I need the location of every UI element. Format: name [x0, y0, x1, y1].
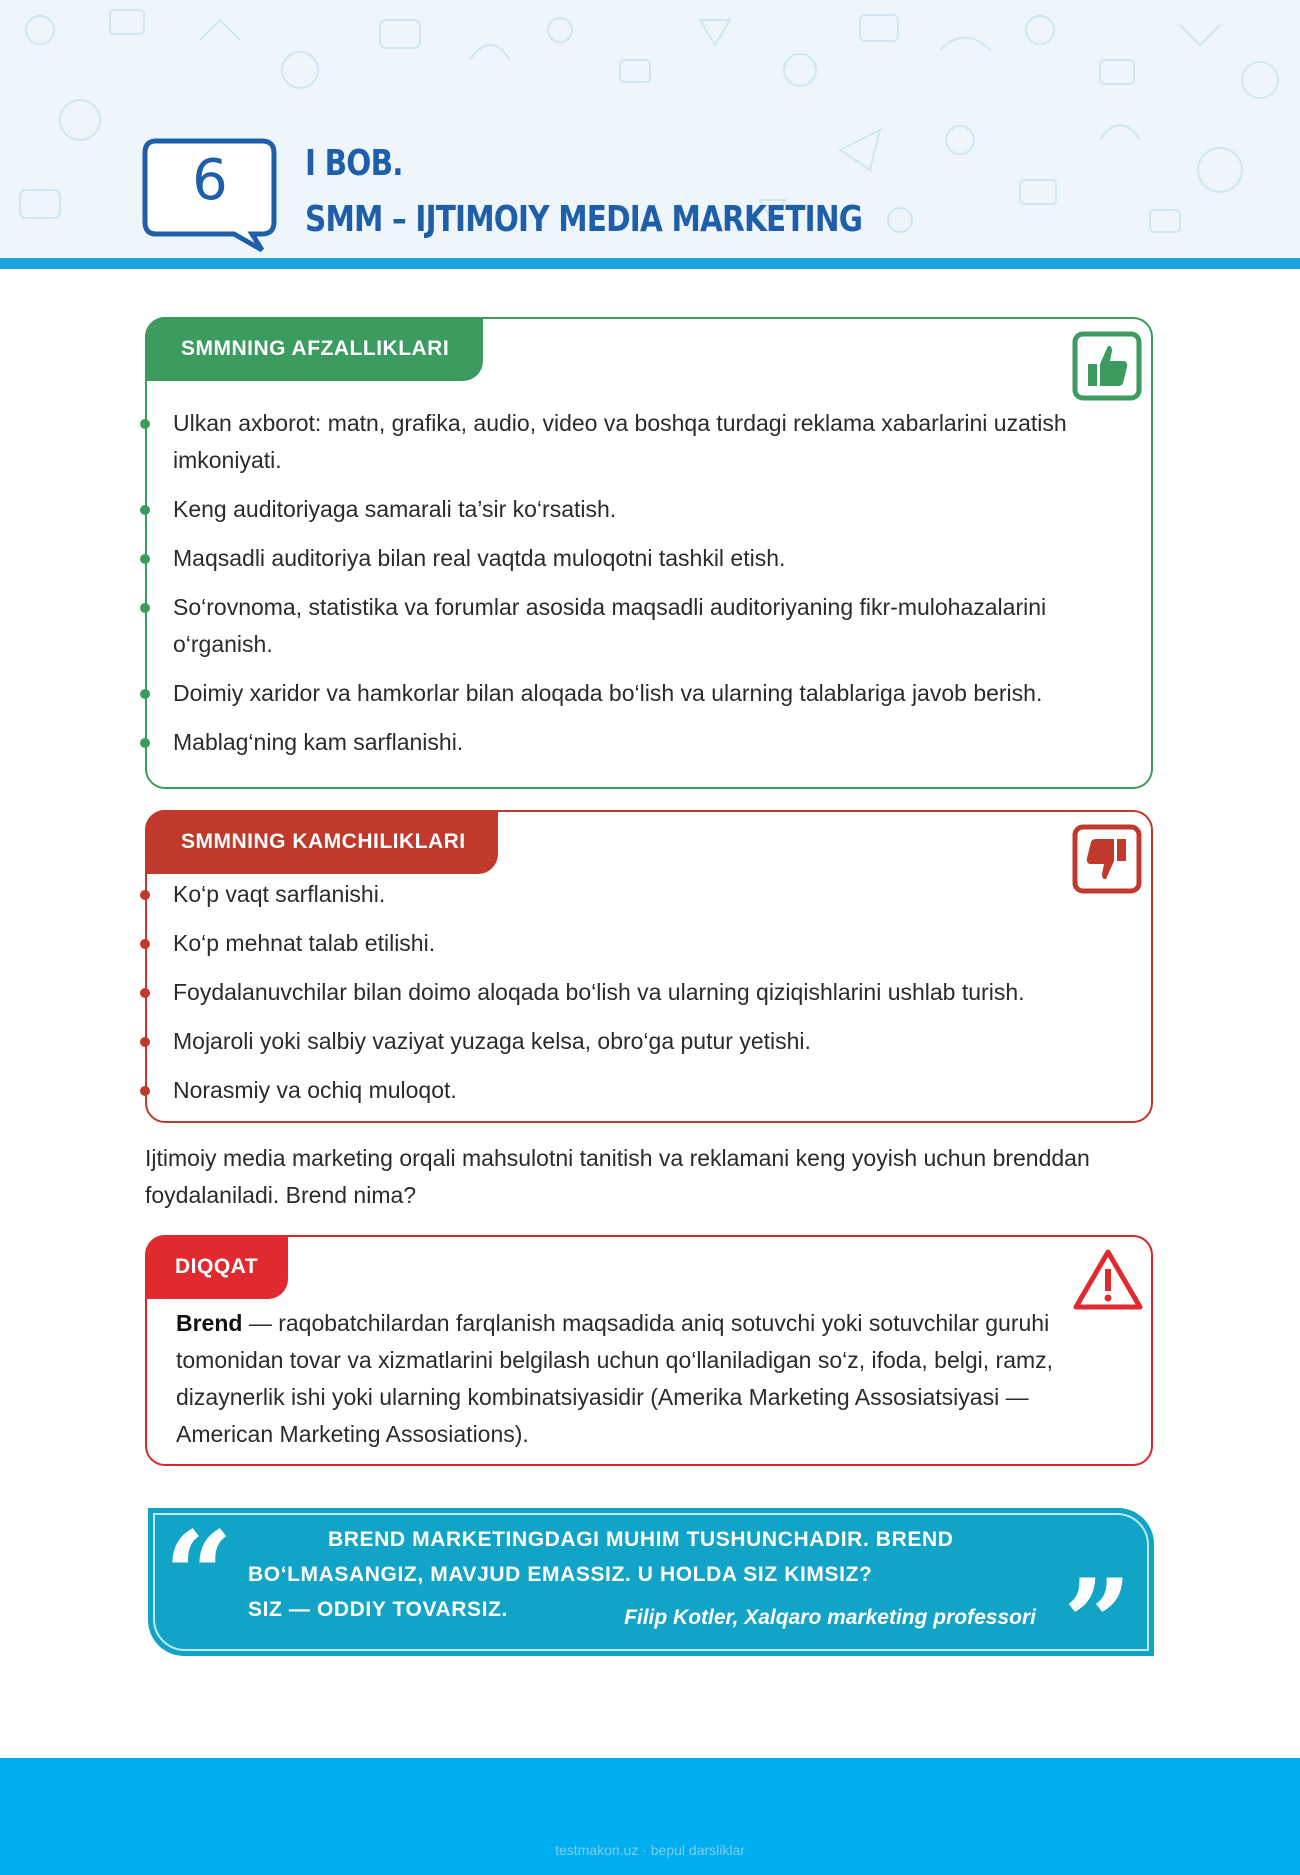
list-item: Ulkan axborot: matn, grafika, audio, video va boshqa turdagi reklama xabarlarini uzatish imkoniyati. — [147, 405, 1121, 479]
list-item: So‘rovnoma, statistika va forumlar asosida maqsadli auditoriyaning fikr-mulohazalarini o‘rganish. — [147, 589, 1121, 663]
disadvantages-panel — [145, 810, 1153, 1123]
close-quote-icon: ” — [1062, 1553, 1132, 1694]
brand-definition-text: — raqobatchilardan farqlanish maqsadida aniq sotuvchi yoki sotuvchilar guruhi tomonidan tovar va xizmatlarini belgilash uchun qo‘llaniladigan so‘z, ifoda, belgi, ramz, dizaynerlik ishi yoki ularning kombinatsiyasidir (Amerika Marketing Assosiatsiyasi — American Marketing Assosiations). — [176, 1310, 1054, 1447]
brand-definition — [176, 1305, 1106, 1453]
warning-icon — [1072, 1247, 1144, 1311]
advantages-list — [147, 405, 1121, 773]
list-item: Norasmiy va ochiq muloqot. — [147, 1072, 1121, 1109]
quote-line2: BO‘LMASANGIZ, MAVJUD EMASSIZ. U HOLDA SIZ KIMSIZ? — [248, 1563, 873, 1586]
intro-paragraph: Ijtimoiy media marketing orqali mahsulotni tanitish va reklamani keng yoyish uchun brenddan foydalaniladi. Brend nima? — [145, 1145, 1090, 1208]
advantages-title: SMMNING AFZALLIKLARI — [145, 317, 483, 381]
list-item: Mojaroli yoki salbiy vaziyat yuzaga kelsa, obro‘ga putur yetishi. — [147, 1023, 1121, 1060]
quote-author: Filip Kotler, Xalqaro marketing professori — [624, 1606, 1036, 1629]
list-item: Ko‘p mehnat talab etilishi. — [147, 925, 1121, 962]
list-item: Keng auditoriyaga samarali ta’sir ko‘rsatish. — [147, 491, 1121, 528]
list-item: Ko‘p vaqt sarflanishi. — [147, 876, 1121, 913]
footer-text: testmakon.uz · bepul darsliklar — [555, 1842, 745, 1858]
chapter-title-line1: I BOB. — [305, 143, 403, 184]
chapter-title-line2: SMM – IJTIMOIY MEDIA MARKETING — [305, 199, 863, 240]
thumbs-up-icon — [1072, 331, 1142, 401]
list-item: Doimiy xaridor va hamkorlar bilan aloqada bo‘lish va ularning talablariga javob berish. — [147, 675, 1121, 712]
chapter-number: 6 — [192, 148, 228, 213]
header-rule — [0, 258, 1300, 269]
list-item: Mablag‘ning kam sarflanishi. — [147, 724, 1121, 761]
list-item: Foydalanuvchilar bilan doimo aloqada bo‘lish va ularning qiziqishlarini ushlab turish. — [147, 974, 1121, 1011]
attention-title: DIQQAT — [145, 1235, 288, 1299]
disadvantages-list — [147, 876, 1121, 1121]
attention-panel — [145, 1235, 1153, 1466]
footer-bar — [0, 1758, 1300, 1875]
open-quote-icon: “ — [164, 1505, 234, 1646]
brand-term: Brend — [176, 1310, 243, 1336]
quote-box — [148, 1505, 1154, 1694]
chapter-title — [305, 136, 862, 248]
advantages-panel — [145, 317, 1153, 789]
quote-line3: SIZ — ODDIY TOVARSIZ. — [248, 1598, 508, 1621]
list-item: Maqsadli auditoriya bilan real vaqtda muloqotni tashkil etish. — [147, 540, 1121, 577]
quote-line1: BREND MARKETINGDAGI MUHIM TUSHUNCHADIR. BREND — [328, 1528, 954, 1551]
disadvantages-title: SMMNING KAMCHILIKLARI — [145, 810, 498, 874]
